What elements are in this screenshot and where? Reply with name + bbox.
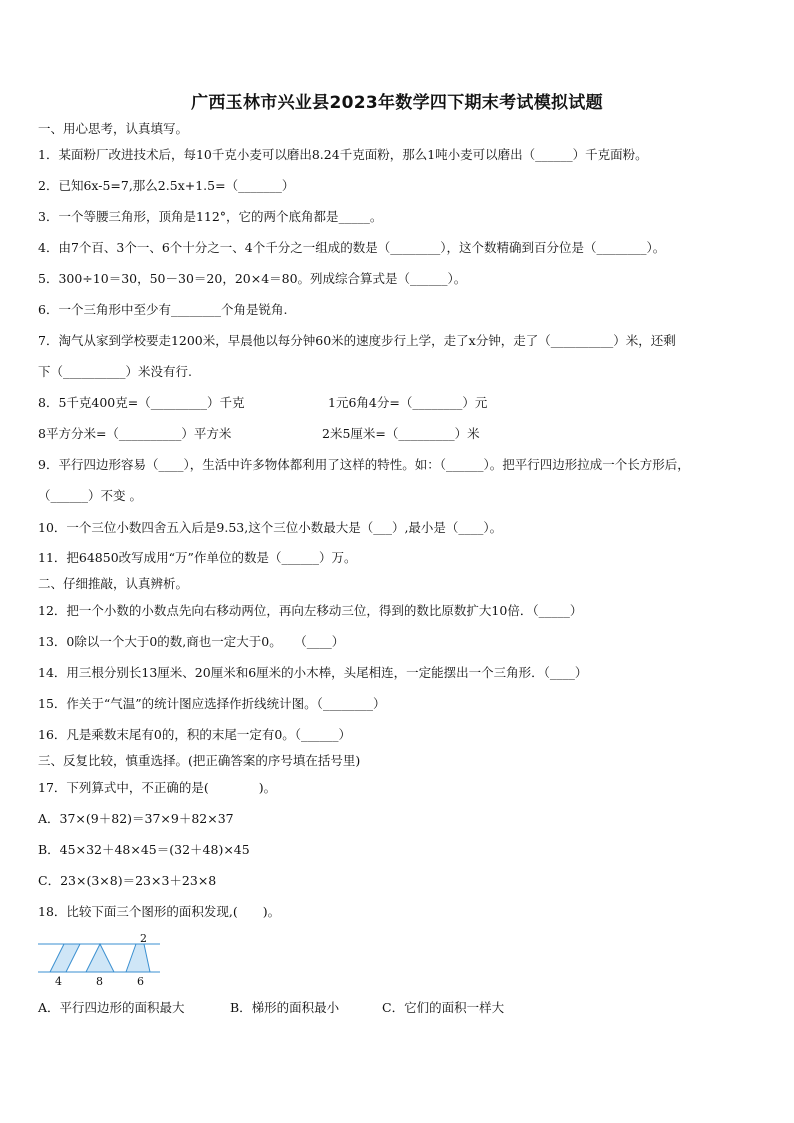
question-7-line-1: 7．淘气从家到学校要走1200米，早晨他以每分钟60米的速度步行上学，走了x分钟，走了（__________）米，还剩 xyxy=(38,333,676,348)
section-3-heading: 三、反复比较，慎重选择。(把正确答案的序号填在括号里) xyxy=(38,753,361,768)
question-17-option-a: A．37×(9＋82)＝37×9＋82×37 xyxy=(38,811,234,826)
question-3: 3．一个等腰三角形，顶角是112°，它的两个底角都是_____。 xyxy=(38,209,383,224)
section-1-heading: 一、用心思考，认真填写。 xyxy=(38,121,189,136)
question-13: 13．0除以一个大于0的数,商也一定大于0。 （____） xyxy=(38,634,345,649)
figure-label-parallelogram-base: 4 xyxy=(55,975,62,988)
shapes-figure xyxy=(38,932,168,990)
section-2-heading: 二、仔细推敲，认真辨析。 xyxy=(38,576,189,591)
question-17: 17．下列算式中，不正确的是( )。 xyxy=(38,780,277,795)
question-6: 6．一个三角形中至少有________个角是锐角. xyxy=(38,302,288,317)
question-1: 1．某面粉厂改进技术后，每10千克小麦可以磨出8.24千克面粉，那么1吨小麦可以磨出（______）千克面粉。 xyxy=(38,147,648,162)
figure-label-trapezoid-base: 6 xyxy=(137,975,144,988)
question-12: 12．把一个小数的小数点先向右移动两位，再向左移动三位，得到的数比原数扩大10倍．（_____） xyxy=(38,603,583,618)
question-11: 11．把64850改写成用“万”作单位的数是（______）万。 xyxy=(38,550,357,565)
question-8c: 8平方分米=（__________）平方米 xyxy=(38,426,232,441)
question-10: 10．一个三位小数四舍五入后是9.53,这个三位小数最大是（___）,最小是（____）。 xyxy=(38,520,503,535)
parallelogram-shape xyxy=(50,944,80,972)
question-9-line-2: （______）不变 。 xyxy=(38,488,142,503)
page-title: 广西玉林市兴业县2023年数学四下期末考试模拟试题 xyxy=(191,93,603,113)
question-18-option-a: A．平行四边形的面积最大 xyxy=(38,1000,185,1015)
figure-label-top: 2 xyxy=(140,932,147,945)
question-18: 18．比较下面三个图形的面积发现,( )。 xyxy=(38,904,281,919)
question-4: 4．由7个百、3个一、6个十分之一、4个千分之一组成的数是（________），这个数精确到百分位是（________）。 xyxy=(38,240,666,255)
question-16: 16．凡是乘数末尾有0的，积的末尾一定有0。（______） xyxy=(38,727,352,742)
question-8a: 8．5千克400克=（_________）千克 xyxy=(38,395,245,410)
question-2: 2．已知6x-5=7,那么2.5x+1.5=（_______） xyxy=(38,178,295,193)
question-8d: 2米5厘米=（_________）米 xyxy=(322,426,480,441)
question-8b: 1元6角4分=（________）元 xyxy=(328,395,488,410)
question-9-line-1: 9．平行四边形容易（____），生活中许多物体都利用了这样的特性。如：（______）。把平行四边形拉成一个长方形后， xyxy=(38,457,690,472)
question-18-option-b: B．梯形的面积最小 xyxy=(230,1000,340,1015)
question-14: 14．用三根分别长13厘米、20厘米和6厘米的小木棒，头尾相连，一定能摆出一个三角形．（____） xyxy=(38,665,588,680)
question-7-line-2: 下（__________）米没有行. xyxy=(38,364,192,379)
triangle-shape xyxy=(86,944,114,972)
figure-label-triangle-base: 8 xyxy=(96,975,103,988)
question-5: 5．300÷10＝30，50－30＝20，20×4＝80。列成综合算式是（______）。 xyxy=(38,271,467,286)
trapezoid-shape xyxy=(126,944,150,972)
question-17-option-b: B．45×32＋48×45＝(32＋48)×45 xyxy=(38,842,250,857)
question-18-option-c: C．它们的面积一样大 xyxy=(382,1000,505,1015)
shapes-figure-svg xyxy=(38,932,168,990)
question-15: 15．作关于“气温”的统计图应选择作折线统计图。（________） xyxy=(38,696,386,711)
question-17-option-c: C．23×(3×8)＝23×3＋23×8 xyxy=(38,873,217,888)
